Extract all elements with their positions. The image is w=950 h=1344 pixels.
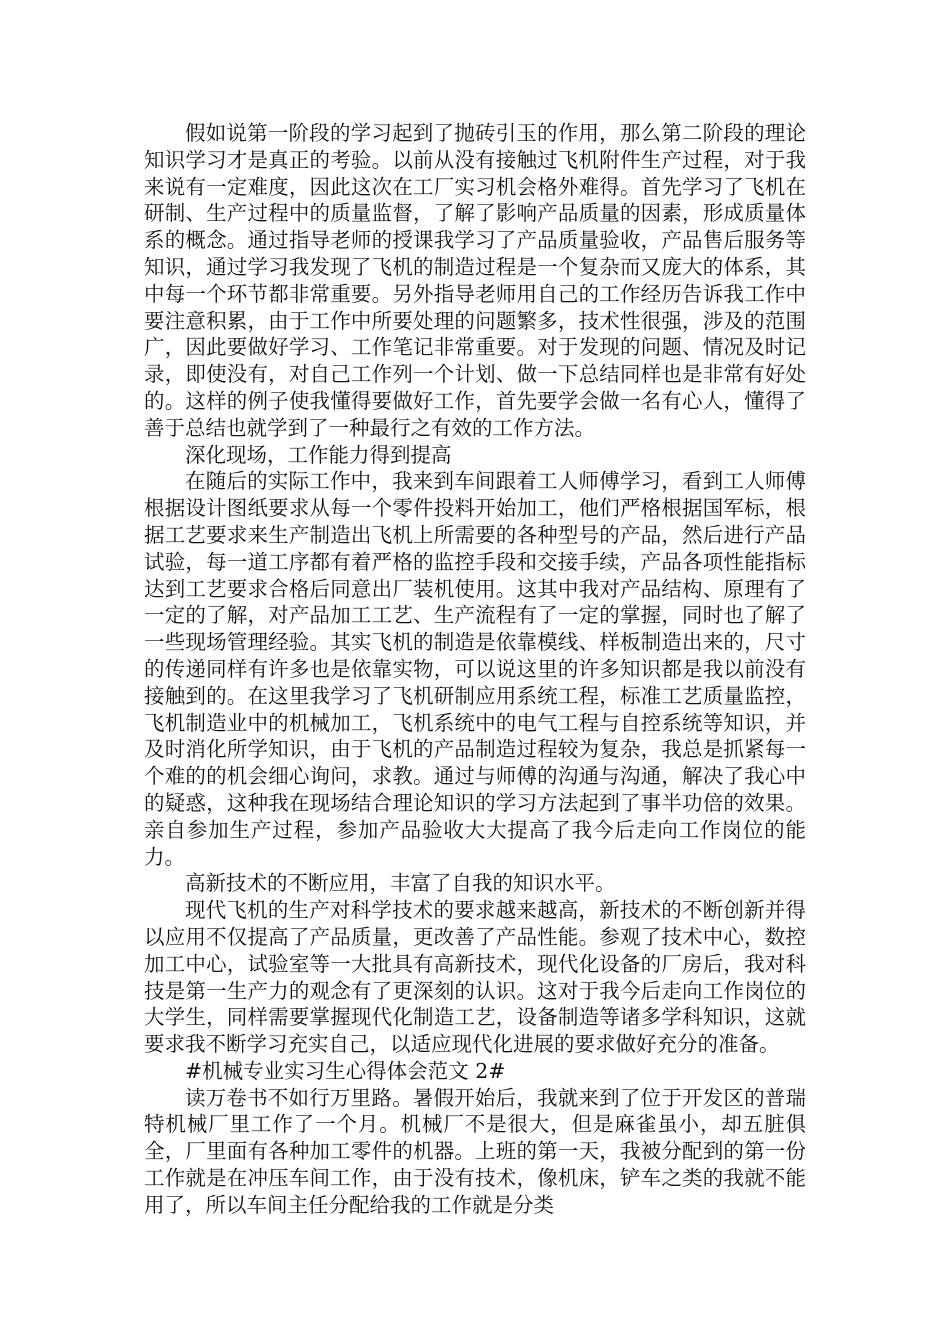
section-heading-new-technology: 高新技术的不断应用，丰富了自我的知识水平。 [185, 871, 616, 896]
paragraph-theory-study: 假如说第一阶段的学习起到了抛砖引玉的作用，那么第二阶段的理论知识学习才是真正的考验。以前从没有接触过飞机附件生产过程，对于我来说有一定难度，因此这次在工厂实习机会格外难得。首先学习了飞机在研制、生产过程中的质量监督，了解了影响产品质量的因素，形成质量体系的概念。通过指导老师的授课我学习了产品质量验收，产品售后服务等知识，通过学习我发现了飞机的制造过程是一个复杂而又庞大的体系，其中每一个环节都非常重要。另外指导老师用自己的工作经历告诉我工作中要注意积累，由于工作中所要处理的问题繁多，技术性很强，涉及的范围广，因此要做好学习、工作笔记非常重要。对于发现的问题、情况及时记录，即使没有，对自己工作列一个计划、做一下总结同样也是非常有好处的。这样的例子使我懂得要做好工作，首先要学会做一名有心人，懂得了善于总结也就学到了一种最行之有效的工作方法。 [144, 121, 806, 440]
paragraph-workshop-practice: 在随后的实际工作中，我来到车间跟着工人师傅学习，看到工人师傅根据设计图纸要求从每一个零件投料开始加工，他们严格根据国军标，根据工艺要求来生产制造出飞机上所需要的各种型号的产品，然后进行产品试验，每一道工序都有着严格的监控手段和交接手续，产品各项性能指标达到工艺要求合格后同意出厂装机使用。这其中我对产品结构、原理有了一定的了解，对产品加工工艺、生产流程有了一定的掌握，同时也了解了一些现场管理经验。其实飞机的制造是依靠模线、样板制造出来的，尺寸的传递同样有许多也是依靠实物，可以说这里的许多知识都是我以前没有接触到的。在这里我学习了飞机研制应用系统工程，标准工艺质量监控，飞机制造业中的机械加工，飞机系统中的电气工程与自控系统等知识，并及时消化所学知识，由于飞机的产品制造过程较为复杂，我总是抓紧每一个难的的机会细心询问，求教。通过与师傅的沟通与沟通，解决了我心中的疑惑，这种我在现场结合理论知识的学习方法起到了事半功倍的效果。亲自参加生产过程，参加产品验收大大提高了我今后走向工作岗位的能力。 [144, 469, 806, 869]
document-body [144, 120, 806, 1219]
paragraph-modern-aircraft: 现代飞机的生产对科学技术的要求越来越高，新技术的不断创新并得以应用不仅提高了产品质量，更改善了产品性能。参观了技术中心，数控加工中心，试验室等一大批具有高新技术，现代化设备的厂房后，我对科技是第一生产力的观念有了更深刻的认识。这对于我今后走向工作岗位的大学生，同样需要掌握现代化制造工艺，设备制造等诸多学科知识，这就要求我不断学习充实自己，以适应现代化进展的要求做好充分的准备。 [144, 898, 806, 1057]
essay-title-2: #机械专业实习生心得体会范文 2# [185, 1058, 506, 1083]
section-heading-field-practice: 深化现场，工作能力得到提高 [185, 442, 452, 467]
paragraph-machinery-plant: 读万卷书不如行万里路。暑假开始后，我就来到了位于开发区的普瑞特机械厂里工作了一个月。机械厂不是很大，但是麻雀虽小，却五脏俱全，厂里面有各种加工零件的机器。上班的第一天，我被分配到的第一份工作就是在冲压车间工作，由于没有技术，像机床，铲车之类的我就不能用了，所以车间主任分配给我的工作就是分类 [144, 1085, 806, 1217]
